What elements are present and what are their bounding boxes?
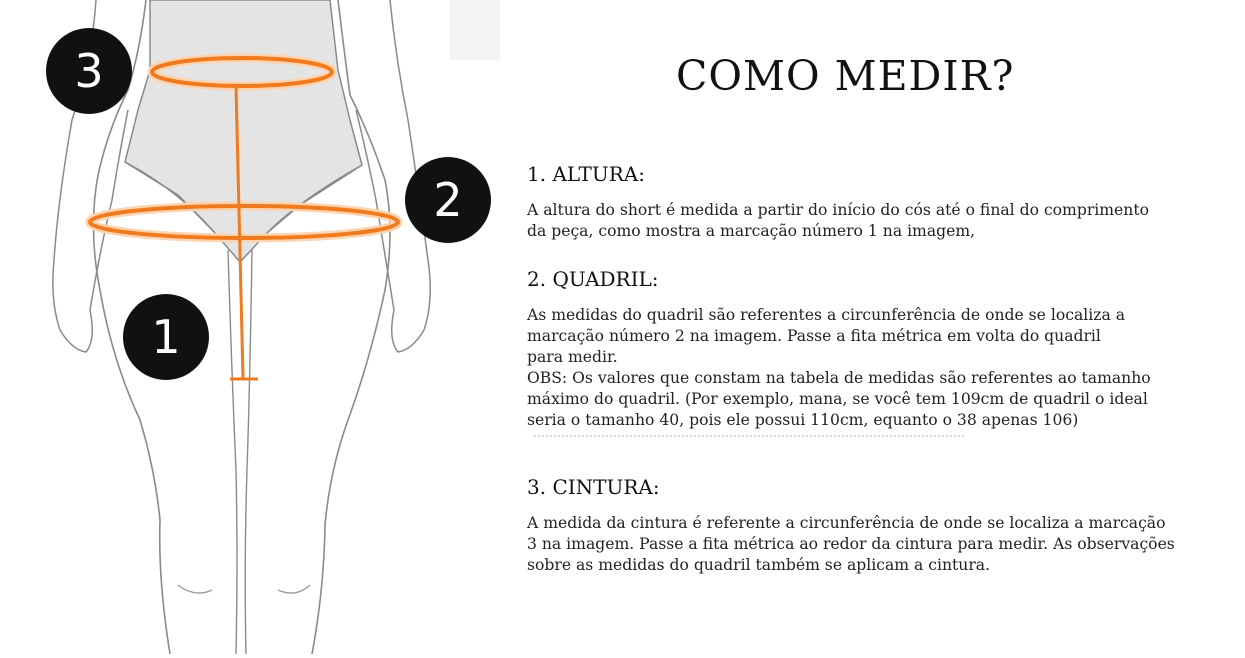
section-body-altura: A altura do short é medida a partir do início do cós até o final do comprimento da peça, como mostra a marcação número 1 na imagem, xyxy=(527,201,1149,240)
section-heading-quadril: 2. QUADRIL: xyxy=(527,267,659,291)
marker-badge-3: 3 xyxy=(46,28,132,114)
page-title: COMO MEDIR? xyxy=(676,52,1015,100)
left-knee xyxy=(178,585,212,593)
marker-badge-2: 2 xyxy=(405,157,491,243)
body-measurement-illustration xyxy=(0,0,500,654)
marker-badge-1: 1 xyxy=(123,294,209,380)
faded-text-remnant xyxy=(534,435,964,440)
section-heading-cintura: 3. CINTURA: xyxy=(527,475,660,499)
section-altura xyxy=(527,162,1239,242)
section-body-quadril: As medidas do quadril são referentes a circunferência de onde se localiza a marcação número 2 na imagem. Passe a fita métrica em volta do quadril para medir. OBS: Os valores que constam na tabela de medidas são referentes ao tamanho máximo do quadril. (Por exemplo, mana, se você tem 109cm de quadril o ideal seria o tamanho 40, pois ele possui 110cm, equanto o 38 apenas 106) xyxy=(527,306,1151,429)
section-cintura xyxy=(527,475,1239,576)
section-quadril xyxy=(527,267,1239,431)
section-body-cintura: A medida da cintura é referente a circunferência de onde se localiza a marcação 3 na imagem. Passe a fita métrica ao redor da cintura para medir. As observações sobre as medidas do quadril também se aplicam a cintura. xyxy=(527,514,1175,574)
right-knee xyxy=(278,585,310,593)
inner-leg-left xyxy=(228,250,237,654)
shorts-garment xyxy=(125,0,362,262)
inner-leg-right xyxy=(245,250,252,654)
section-heading-altura: 1. ALTURA: xyxy=(527,162,645,186)
background-shade xyxy=(450,0,500,60)
